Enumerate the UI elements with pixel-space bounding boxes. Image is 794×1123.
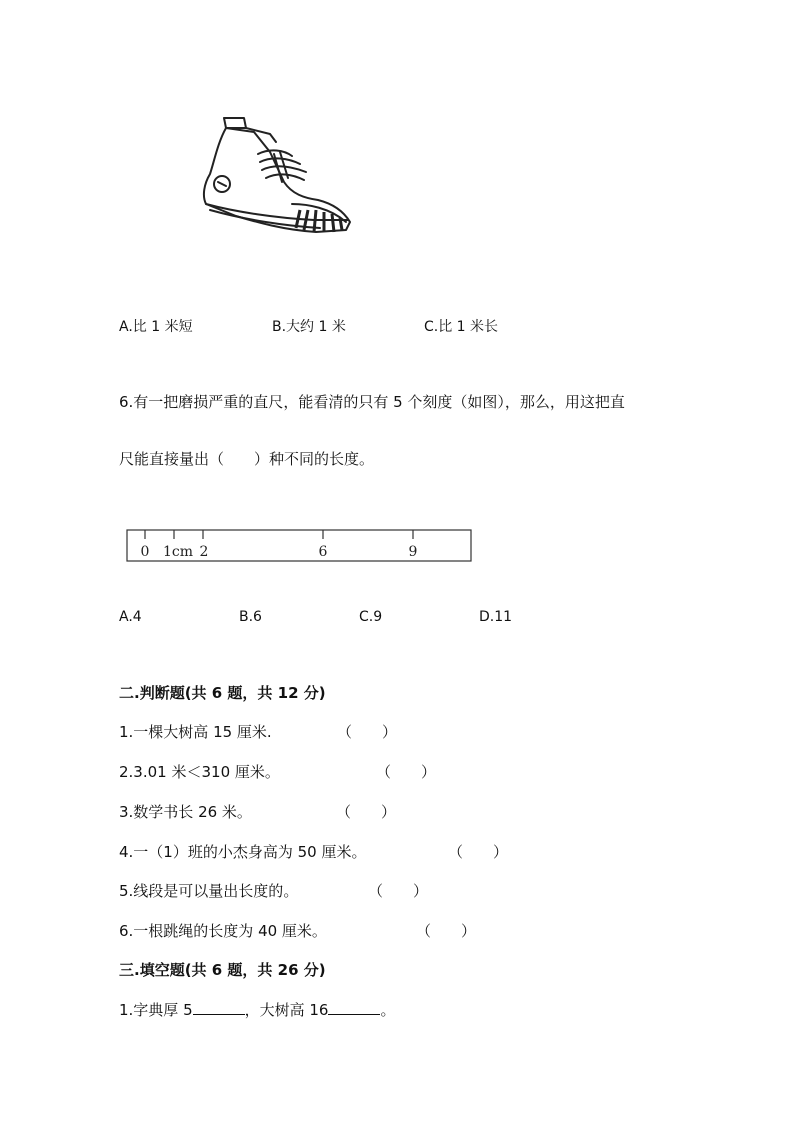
section3-heading: 三.填空题(共 6 题，共 26 分)	[119, 961, 326, 979]
ruler-label-0: 0	[140, 544, 150, 560]
judge-bracket-4[interactable]: （ ）	[448, 843, 509, 861]
q6-option-d[interactable]: D.11	[479, 609, 513, 625]
fill-item-1-part2: ，大树高 16	[244, 1001, 329, 1019]
ruler-label-6: 6	[318, 544, 328, 560]
fill-item-1	[119, 1000, 396, 1020]
judge-bracket-2[interactable]: （ ）	[376, 763, 437, 781]
judge-bracket-6[interactable]: （ ）	[416, 922, 477, 940]
judge-item-6: 6.一根跳绳的长度为 40 厘米。	[119, 922, 327, 940]
q5-option-b[interactable]: B.大约 1 米	[272, 319, 346, 335]
judge-bracket-1[interactable]: （ ）	[337, 723, 398, 741]
worn-ruler	[126, 528, 474, 564]
q5-option-a[interactable]: A.比 1 米短	[119, 319, 193, 335]
judge-item-3: 3.数学书长 26 米。	[119, 803, 252, 821]
q6-question-line2: 尺能直接量出（ ）种不同的长度。	[119, 450, 375, 468]
judge-item-5: 5.线段是可以量出长度的。	[119, 882, 299, 900]
fill-blank-1[interactable]	[193, 1000, 245, 1015]
ruler-label-9: 9	[408, 544, 418, 560]
fill-item-1-part3: 。	[380, 1001, 396, 1019]
shoe-illustration	[196, 112, 356, 244]
q6-option-b[interactable]: B.6	[239, 609, 262, 625]
judge-item-4: 4.一（1）班的小杰身高为 50 厘米。	[119, 843, 367, 861]
section2-heading: 二.判断题(共 6 题，共 12 分)	[119, 684, 326, 702]
judge-item-1: 1.一棵大树高 15 厘米.	[119, 723, 272, 741]
fill-blank-2[interactable]	[328, 1000, 380, 1015]
q6-option-c[interactable]: C.9	[359, 609, 383, 625]
ruler-label-1cm: 1cm	[162, 544, 194, 560]
ruler-label-2: 2	[199, 544, 209, 560]
fill-item-1-part1: 1.字典厚 5	[119, 1001, 193, 1019]
q5-option-c[interactable]: C.比 1 米长	[424, 319, 499, 335]
judge-bracket-5[interactable]: （ ）	[368, 882, 429, 900]
q6-option-a[interactable]: A.4	[119, 609, 142, 625]
judge-item-2: 2.3.01 米＜310 厘米。	[119, 763, 280, 781]
judge-bracket-3[interactable]: （ ）	[336, 803, 397, 821]
q6-question-line1: 6.有一把磨损严重的直尺，能看清的只有 5 个刻度（如图），那么，用这把直	[119, 393, 625, 411]
